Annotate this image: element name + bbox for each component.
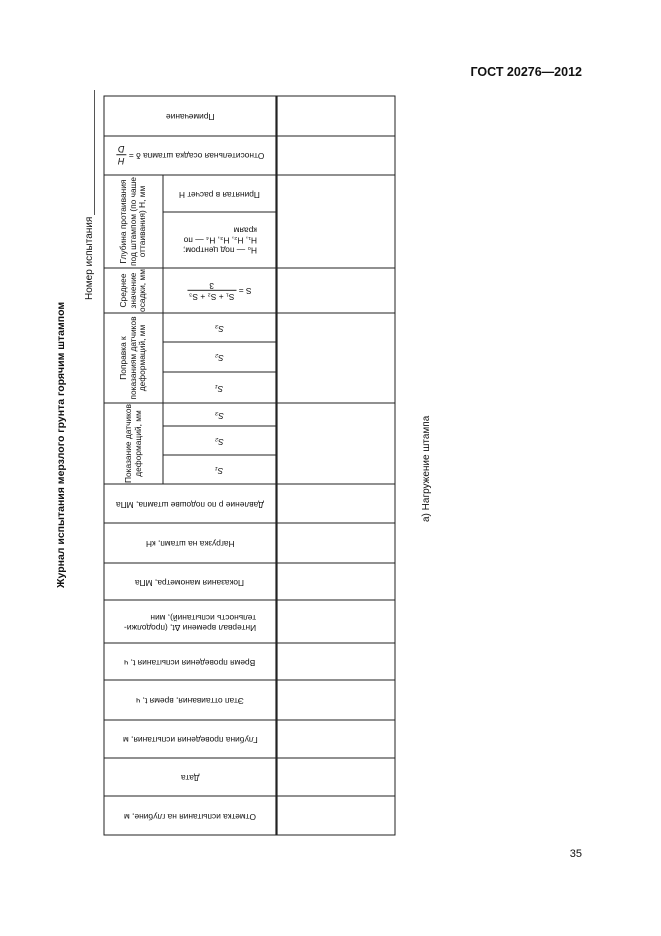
col-sensor-s2: S₂ (215, 436, 224, 447)
col-correction-group: Поправка к показаниям датчиков деформаций, мм (117, 316, 148, 400)
col-test-depth: Глубина проведения испытания, м (122, 734, 258, 745)
col-thaw-stage: Этап оттаивания, время t, ч (136, 695, 244, 706)
test-number-label: Номер испытания (84, 216, 95, 300)
col-date: Дата (180, 772, 200, 783)
col-thaw-depth-points: H₀ — под центром; H₁, H₂, H₃, H₄ — по краям (182, 226, 257, 256)
relative-settlement-label: Относительная осадка штампа δ = (128, 151, 265, 162)
col-thaw-depth-group: Глубина протаивания под штампом (по чаше оттаивания) H, мм (117, 176, 148, 267)
col-relative-settlement (104, 136, 276, 175)
col-avg-settlement-formula: S = S₁ + S₂ + S₃ 3 (189, 281, 252, 302)
standard-code: ГОСТ 20276—2012 (470, 65, 582, 79)
col-sensor-s3: S₃ (215, 410, 224, 421)
col-remark: Примечание (165, 111, 215, 122)
col-avg-settlement-group: Среднее значение осадки, мм (117, 269, 148, 312)
relative-settlement-fraction: H D (117, 145, 125, 167)
col-sensor-group: Показание датчиков деформаций, мм (122, 404, 143, 483)
col-load: Нагрузка на штамп, кН (145, 538, 235, 549)
figure-caption: а) Нагружение штампа (421, 415, 432, 522)
col-manometer: Показания манометра, МПа (135, 577, 245, 588)
col-sensor-s1: S₁ (215, 465, 224, 476)
col-interval: Интервал времени Δt, (продолжи- тельность испытаний), мин (123, 612, 257, 633)
col-correction-s1: S₁ (215, 383, 224, 394)
col-pressure: Давление p по подошве штампа, МПа (116, 499, 264, 510)
col-correction-s2: S₂ (215, 352, 224, 363)
page-number: 35 (569, 848, 582, 860)
col-thaw-depth-accepted: Принятая в расчет H (179, 189, 260, 200)
col-mark: Отметка испытания на глубине, м (124, 811, 256, 822)
col-correction-s3: S₃ (215, 323, 224, 334)
col-test-time: Время проведения испытания t, ч (124, 657, 256, 668)
journal-title: Журнал испытания мерзлого грунта горячим штампом (55, 301, 67, 588)
